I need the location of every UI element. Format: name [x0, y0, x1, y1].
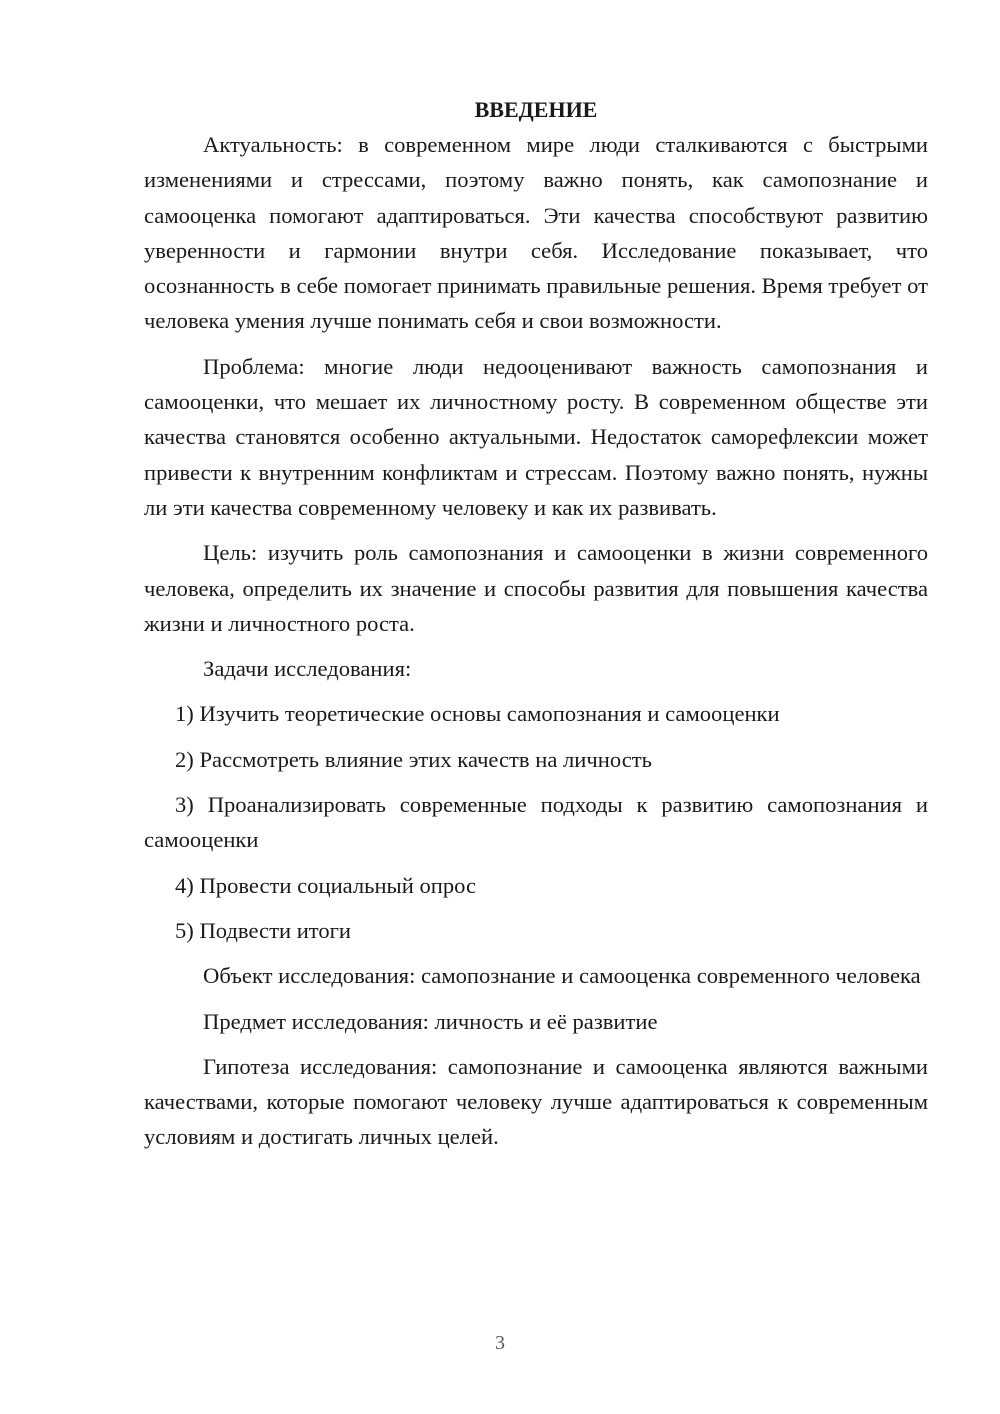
paragraph-goal: Цель: изучить роль самопознания и самооценки в жизни современного человека, определить их значение и способы развития для повышения качества жизни и личностного роста.: [144, 540, 928, 636]
task-item-4: 4) Провести социальный опрос: [175, 872, 477, 898]
paragraph-object: Объект исследования: самопознание и самооценка современного человека: [203, 963, 921, 989]
paragraph-problem: Проблема: многие люди недооценивают важность самопознания и самооценки, что мешает их личностному росту. В современном обществе эти качества становятся особенно актуальными. Недостаток саморефлексии может привести к внутренним конфликтам и стрессам. Поэтому важно понять, нужны ли эти качества современному человеку и как их развивать.: [144, 353, 928, 520]
page-number: 3: [495, 1332, 505, 1354]
task-item-5: 5) Подвести итоги: [175, 917, 352, 943]
paragraph-subject: Предмет исследования: личность и её развитие: [203, 1008, 658, 1034]
task-item-1: 1) Изучить теоретические основы самопознания и самооценки: [175, 701, 780, 727]
task-item-3: 3) Проанализировать современные подходы к развитию самопознания и самооценки: [144, 792, 928, 853]
tasks-heading: Задачи исследования:: [203, 656, 412, 682]
page-title: ВВЕДЕНИЕ: [474, 97, 598, 122]
paragraph-hypothesis: Гипотеза исследования: самопознание и самооценка являются важными качествами, которые помогают человеку лучше адаптироваться к современным условиям и достигать личных целей.: [144, 1053, 928, 1150]
document-page: [144, 92, 928, 1155]
paragraph-relevance: Актуальность: в современном мире люди сталкиваются с быстрыми изменениями и стрессами, поэтому важно понять, как самопознание и самооценка помогают адаптироваться. Эти качества способствуют развитию уверенности и гармонии внутри себя. Исследование показывает, что осознанность в себе помогает принимать правильные решения. Время требует от человека умения лучше понимать себя и свои возможности.: [144, 132, 928, 334]
task-item-2: 2) Рассмотреть влияние этих качеств на личность: [175, 746, 652, 772]
